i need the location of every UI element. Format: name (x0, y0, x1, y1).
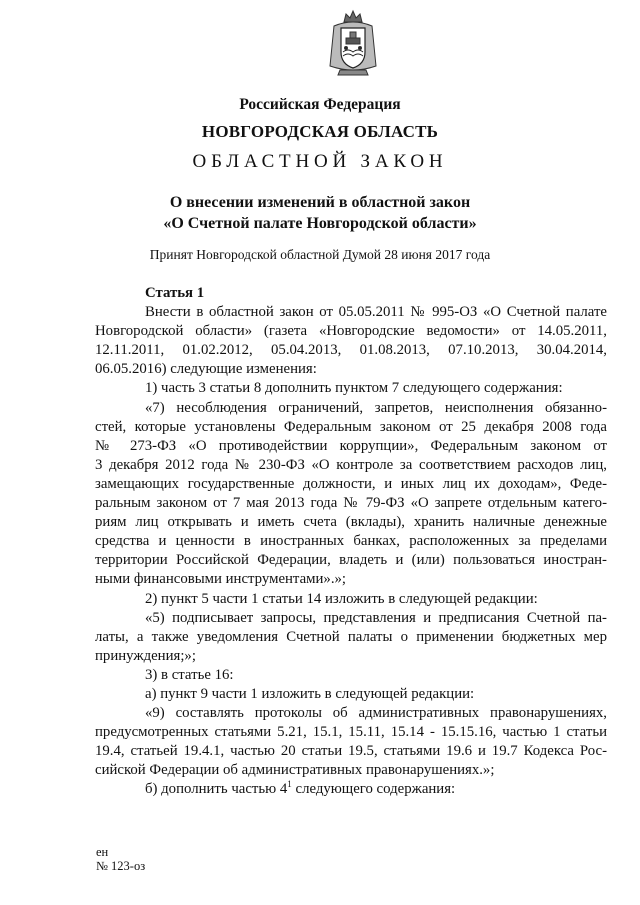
text-line: ральным законом от 7 мая 2013 года № 79-ФЗ «О запрете отдельным катего- (95, 495, 607, 512)
text-line: территории Российской Федерации, владеть и (или) пользоваться иностран- (95, 552, 607, 569)
text-line: 12.11.2011, 01.02.2012, 05.04.2013, 01.08.2013, 07.10.2013, 30.04.2014, (95, 342, 607, 359)
country-name: Российская Федерация (239, 96, 401, 113)
text-line: принуждения;»; (95, 647, 196, 664)
text-line: латы, а также уведомления Счетной палаты о применении бюджетных мер (95, 628, 607, 645)
text-line: 3 декабря 2012 года № 230-ФЗ «О контроле за соответствием расходов лиц, (95, 456, 607, 473)
region-name: НОВГОРОДСКАЯ ОБЛАСТЬ (201, 122, 439, 141)
executor-initials: ен (96, 845, 109, 859)
text-line: риям лиц открывать и иметь счета (вклады), хранить наличные денежные (95, 514, 607, 531)
adoption-note: Принят Новгородской областной Думой 28 июня 2017 года (149, 247, 491, 262)
text-line: «5) подписывает запросы, представления и предписания Счетной па- (145, 609, 607, 626)
text-line: 19.4, статьей 19.4.1, частью 20 статьи 19.5, статьями 19.6 и 19.7 Кодекса Рос- (95, 743, 607, 760)
text-line: замещающих государственные должности, и иных лиц их доходам», Феде- (95, 475, 607, 492)
footer-note (96, 845, 145, 873)
text-line: Внести в областной закон от 05.05.2011 № 995-ОЗ «О Счетной палате (145, 304, 607, 321)
text-fragment: б) дополнить частью 4 (145, 781, 288, 798)
text-line: Новгородской области» (газета «Новгородские ведомости» от 14.05.2011, (95, 323, 607, 340)
text-line: «9) составлять протоколы об административных правонарушениях, (145, 705, 607, 722)
article-body (95, 284, 607, 800)
text-line: а) пункт 9 части 1 изложить в следующей редакции: (145, 685, 475, 702)
document-type: ОБЛАСТНОЙ ЗАКОН (192, 151, 448, 172)
article-heading: Статья 1 (145, 285, 205, 301)
law-title-line: «О Счетной палате Новгородской области» (163, 215, 477, 232)
text-line: 3) в статье 16: (145, 666, 234, 683)
text-line: стей, которые установлены Федеральным законом от 25 декабря 2008 года (95, 418, 607, 435)
text-line: 1) часть 3 статьи 8 дополнить пунктом 7 следующего содержания: (145, 380, 563, 397)
text-line: предусмотренных статьями 5.21, 15.1, 15.11, 15.14 - 15.15.16, частью 1 статьи (95, 724, 607, 741)
text-line: № 273-ФЗ «О противодействии коррупции», Федеральным законом от (95, 437, 607, 454)
text-line: 06.05.2016) следующие изменения: (95, 361, 317, 378)
text-line: средства и ценности в иностранных банках, расположенных за пределами (95, 533, 607, 550)
law-title (0, 192, 640, 234)
superscript: 1 (287, 779, 292, 790)
text-line: сийской Федерации об административных правонарушениях.»; (95, 762, 495, 779)
text-line: ными финансовыми инструментами».»; (95, 571, 347, 588)
law-title-line: О внесении изменений в областной закон (169, 194, 471, 211)
text-line: «7) несоблюдения ограничений, запретов, неисполнения обязанно- (145, 399, 607, 416)
law-number: № 123-оз (96, 859, 146, 873)
text-line (95, 780, 607, 799)
coat-of-arms-emblem (326, 8, 380, 78)
text-line: 2) пункт 5 части 1 статьи 14 изложить в следующей редакции: (145, 590, 538, 607)
text-fragment: следующего содержания: (291, 781, 456, 798)
